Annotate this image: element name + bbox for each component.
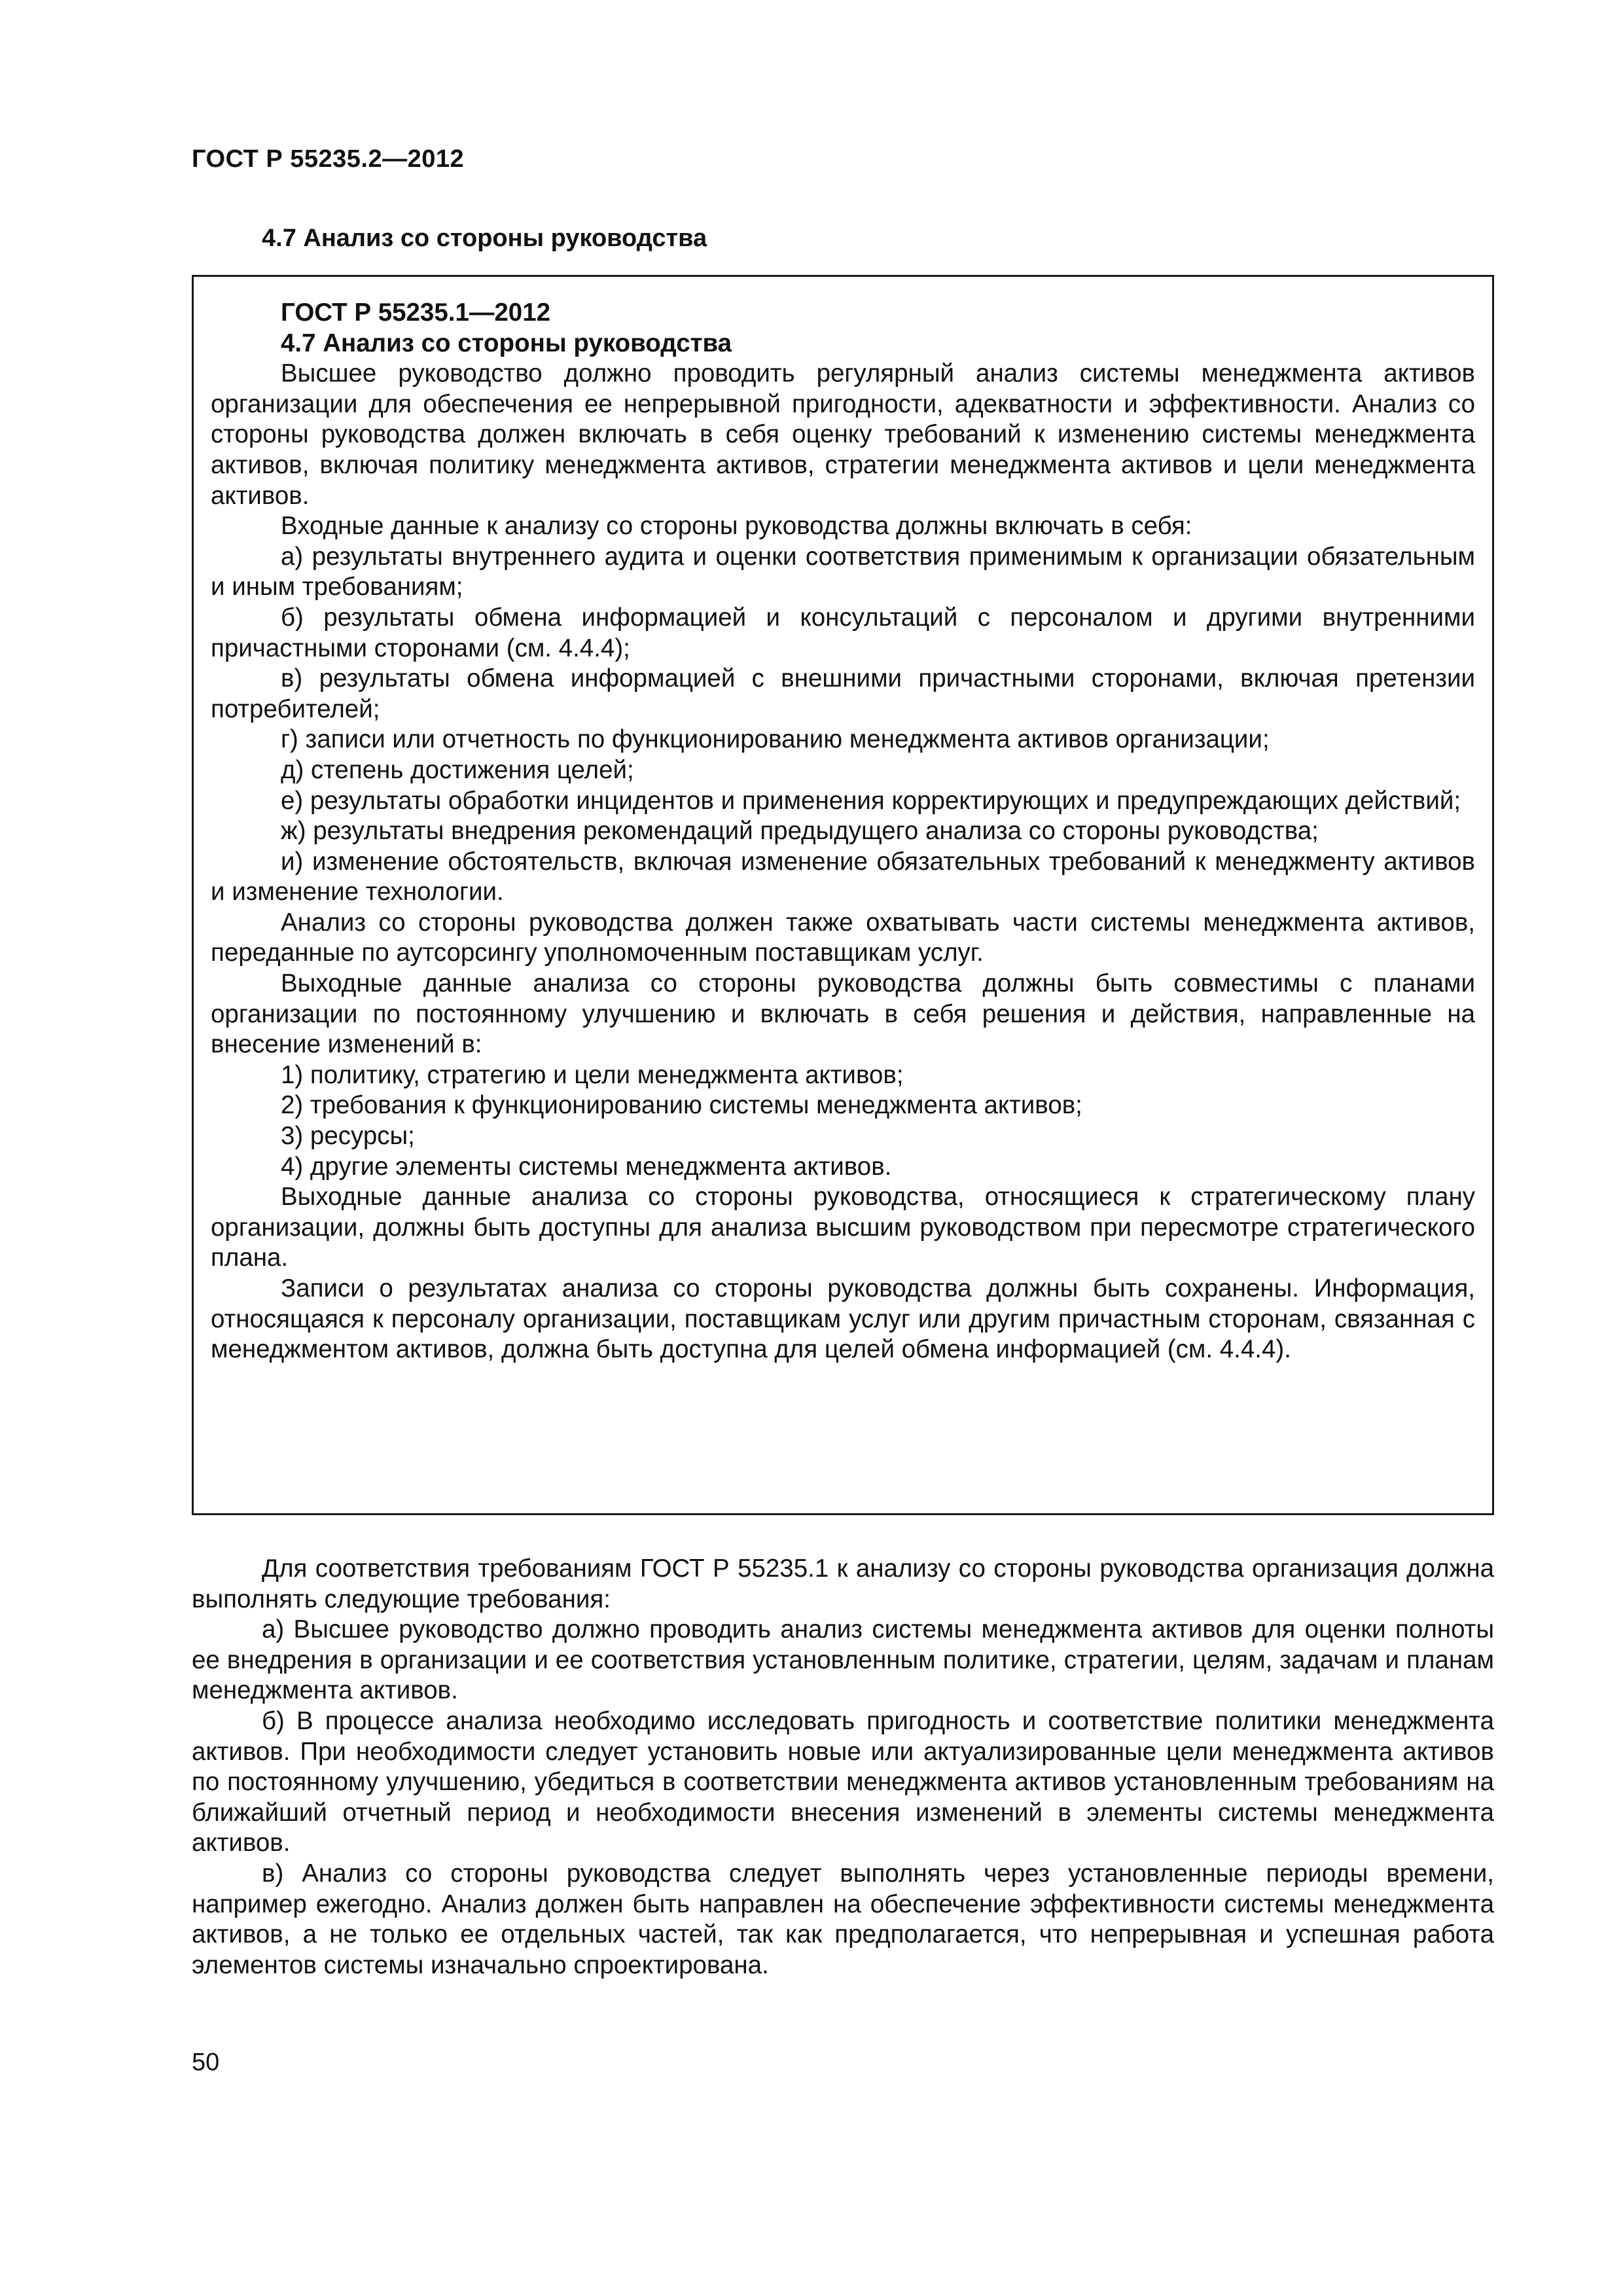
quote-list-item: в) результаты обмена информацией с внешними причастными сторонами, включая претензии потребителей; <box>211 664 1475 723</box>
quote-list-item: е) результаты обработки инцидентов и применения корректирующих и предупреждающих действий; <box>281 786 1461 815</box>
quote-list-item: г) записи или отчетность по функционированию менеджмента активов организации; <box>281 725 1270 754</box>
page-number: 50 <box>192 2049 220 2076</box>
quote-paragraph: Входные данные к анализу со стороны руководства должны включать в себя: <box>281 512 1192 541</box>
quote-list-item: д) степень достижения целей; <box>281 755 634 784</box>
quote-paragraph: Выходные данные анализа со стороны руководства должны быть совместимы с планами организации по постоянному улучшению и включать в себя решения и действия, направленные на внесение изменений в: <box>211 969 1475 1059</box>
quote-list-item: б) результаты обмена информацией и консультаций с персоналом и другими внутренними причастными сторонами (см. 4.4.4); <box>211 603 1475 662</box>
quote-paragraph: Выходные данные анализа со стороны руководства, относящиеся к стратегическому плану организации, должны быть доступны для анализа высшим руководством при пересмотре стратегического плана. <box>211 1183 1475 1272</box>
quoted-standard-reference: ГОСТ Р 55235.1—2012 <box>281 298 551 327</box>
quote-numbered-item: 2) требования к функционированию системы менеджмента активов; <box>281 1091 1082 1120</box>
quote-list-item: ж) результаты внедрения рекомендаций предыдущего анализа со стороны руководства; <box>281 817 1319 846</box>
main-list-item: а) Высшее руководство должно проводить анализ системы менеджмента активов для оценки полноты ее внедрения в организации и ее соответствия установленным политике, стратегии, целям, задачам и планам менеджмента активов. <box>192 1615 1494 1705</box>
quote-paragraph: Анализ со стороны руководства должен также охватывать части системы менеджмента активов, переданные по аутсорсингу уполномоченным поставщикам услуг. <box>211 908 1475 967</box>
quoted-section-title: 4.7 Анализ со стороны руководства <box>281 329 732 357</box>
main-list-item: б) В процессе анализа необходимо исследовать пригодность и соответствие политики менеджмента активов. При необходимости следует установить новые или актуализированные цели менеджмента активов по постоянному улучшению, убедиться в соответствии менеджмента активов установленным требованиям на ближайший отчетный период и необходимости внесения изменений в элементы системы менеджмента активов. <box>192 1706 1494 1857</box>
main-list-item: в) Анализ со стороны руководства следует выполнять через установленные периоды времени, например ежегодно. Анализ должен быть направлен на обеспечение эффективности системы менеджмента активов, а не только ее отдельных частей, так как предполагается, что непрерывная и успешная работа элементов системы изначально спроектирована. <box>192 1859 1494 1979</box>
quote-paragraph: Высшее руководство должно проводить регулярный анализ системы менеджмента активов организации для обеспечения ее непрерывной пригодности, адекватности и эффективности. Анализ со стороны руководства должен включать в себя оценку требований к изменению системы менеджмента активов, включая политику менеджмента активов, стратегии менеджмента активов и цели менеджмента активов. <box>211 359 1475 510</box>
quote-list-item: и) изменение обстоятельств, включая изменение обязательных требований к менеджменту активов и изменение технологии. <box>211 847 1475 906</box>
main-text-body <box>192 1554 1494 1981</box>
main-paragraph: Для соответствия требованиям ГОСТ Р 55235.1 к анализу со стороны руководства организация должна выполнять следующие требования: <box>192 1554 1494 1613</box>
document-code: ГОСТ Р 55235.2—2012 <box>192 145 465 173</box>
quote-numbered-item: 1) политику, стратегию и цели менеджмента активов; <box>281 1060 904 1089</box>
quote-paragraph: Записи о результатах анализа со стороны руководства должны быть сохранены. Информация, относящаяся к персоналу организации, поставщикам услуг или другим причастным сторонам, связанная с менеджментом активов, должна быть доступна для целей обмена информацией (см. 4.4.4). <box>211 1274 1475 1364</box>
quote-numbered-item: 3) ресурсы; <box>281 1122 415 1151</box>
section-heading: 4.7 Анализ со стороны руководства <box>262 224 707 252</box>
quoted-standard-box <box>192 275 1494 1515</box>
quote-numbered-item: 4) другие элементы системы менеджмента активов. <box>281 1152 892 1181</box>
quote-list-item: а) результаты внутреннего аудита и оценки соответствия применимым к организации обязательным и иным требованиям; <box>211 542 1475 601</box>
